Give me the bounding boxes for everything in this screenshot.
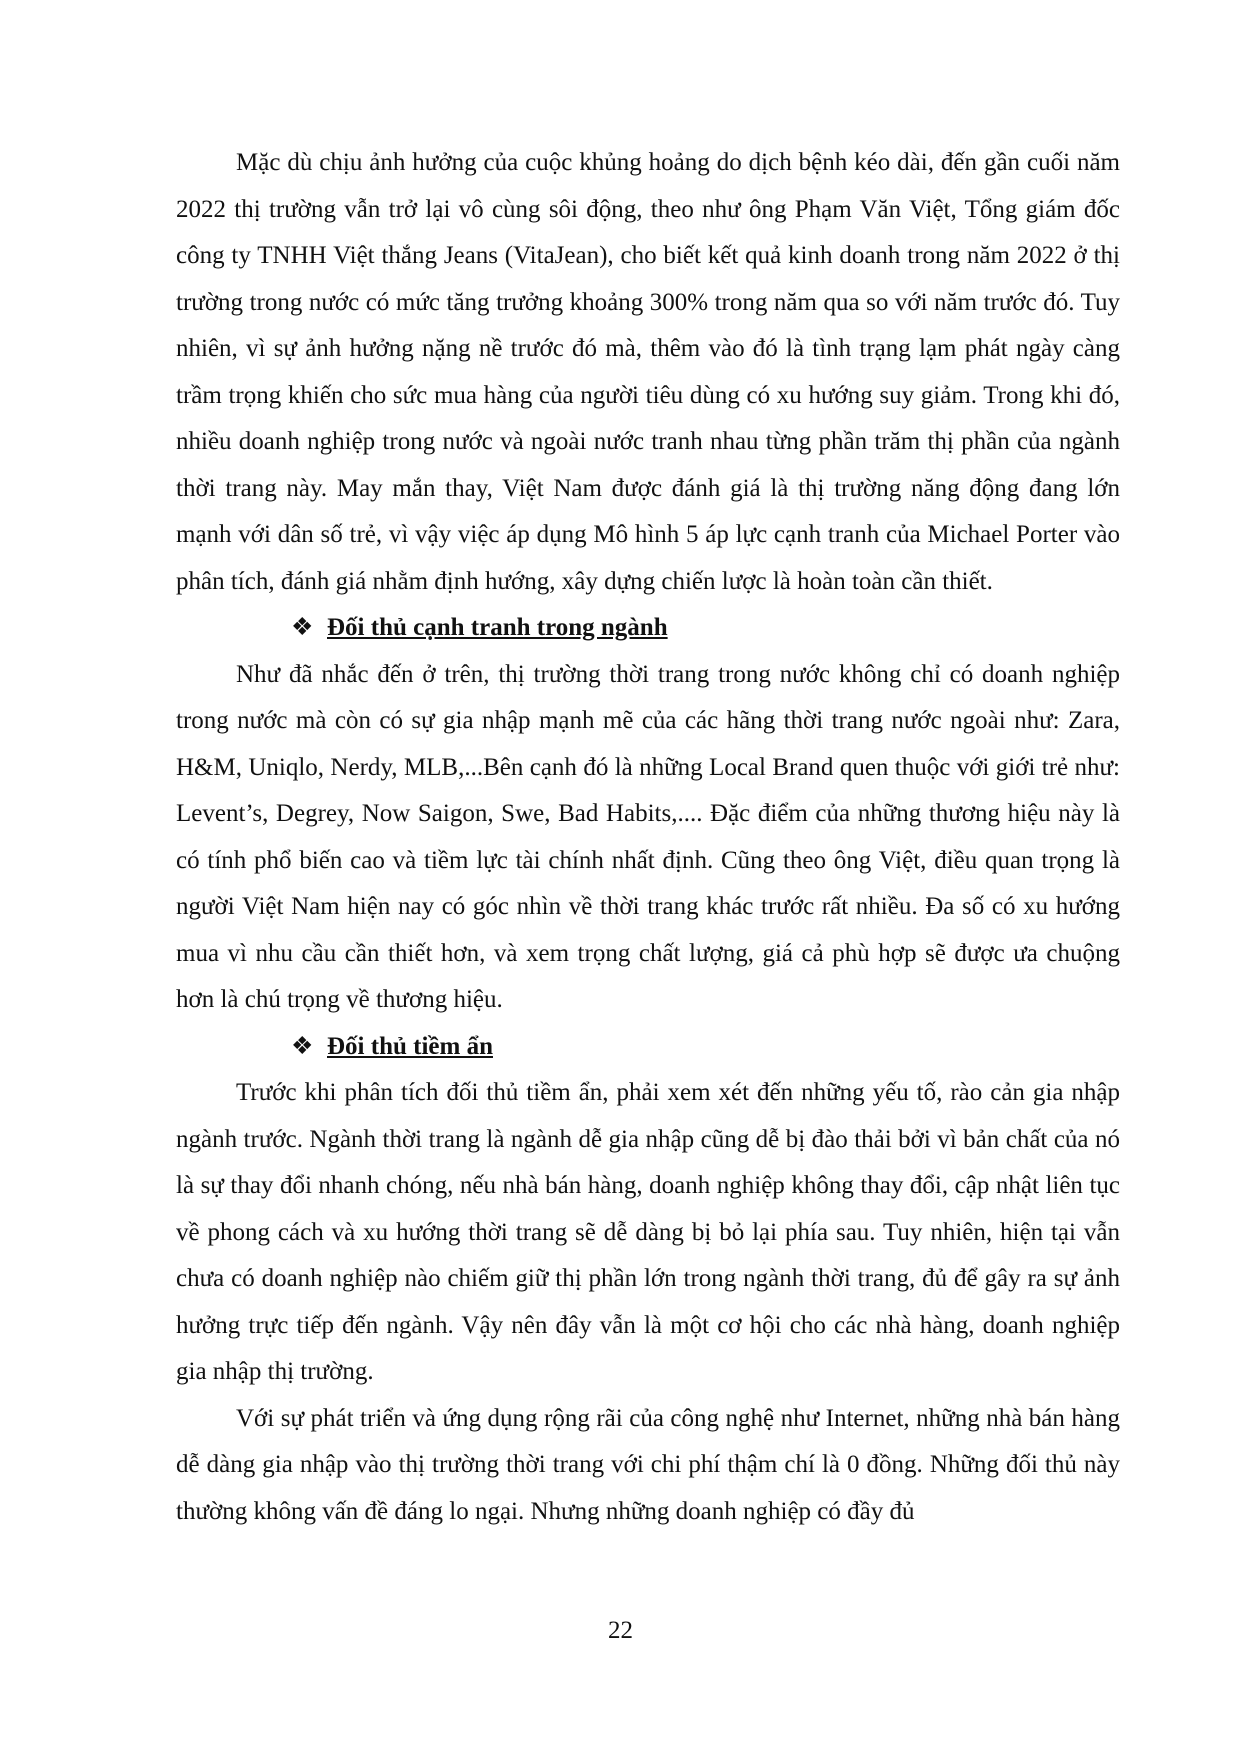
diamond-bullet-icon: ❖ (291, 614, 314, 641)
page-number: 22 (608, 1617, 633, 1644)
section-heading-text: Đối thủ tiềm ẩn (327, 1032, 493, 1060)
section-heading-industry-competitors (176, 605, 1120, 652)
paragraph-market-overview: Mặc dù chịu ảnh hưởng của cuộc khủng hoảng do dịch bệnh kéo dài, đến gần cuối năm 2022 thị trường vẫn trở lại vô cùng sôi động, theo như ông Phạm Văn Việt, Tổng giám đốc công ty TNHH Việt thắng Jeans (VitaJean), cho biết kết quả kinh doanh trong năm 2022 ở thị trường trong nước có mức tăng trưởng khoảng 300% trong năm qua so với năm trước đó. Tuy nhiên, vì sự ảnh hưởng nặng nề trước đó mà, thêm vào đó là tình trạng lạm phát ngày càng trầm trọng khiến cho sức mua hàng của người tiêu dùng có xu hướng suy giảm. Trong khi đó, nhiều doanh nghiệp trong nước và ngoài nước tranh nhau từng phần trăm thị phần của ngành thời trang này. May mắn thay, Việt Nam được đánh giá là thị trường năng động đang lớn mạnh với dân số trẻ, vì vậy việc áp dụng Mô hình 5 áp lực cạnh tranh của Michael Porter vào phân tích, đánh giá nhằm định hướng, xây dựng chiến lược là hoàn toàn cần thiết. (176, 149, 1120, 595)
diamond-bullet-icon: ❖ (291, 1032, 314, 1060)
paragraph-entry-barriers: Trước khi phân tích đối thủ tiềm ẩn, phải xem xét đến những yếu tố, rào cản gia nhập ngành trước. Ngành thời trang là ngành dễ gia nhập cũng dễ bị đào thải bởi vì bản chất của nó là sự thay đổi nhanh chóng, nếu nhà bán hàng, doanh nghiệp không thay đổi, cập nhật liên tục về phong cách và xu hướng thời trang sẽ dễ dàng bị bỏ lại phía sau. Tuy nhiên, hiện tại vẫn chưa có doanh nghiệp nào chiếm giữ thị phần lớn trong ngành thời trang, đủ để gây ra sự ảnh hưởng trực tiếp đến ngành. Vậy nên đây vẫn là một cơ hội cho các nhà hàng, doanh nghiệp gia nhập thị trường. (176, 1079, 1120, 1385)
paragraph-industry-competitors: Như đã nhắc đến ở trên, thị trường thời trang trong nước không chỉ có doanh nghiệp trong nước mà còn có sự gia nhập mạnh mẽ của các hãng thời trang nước ngoài như: Zara, H&M, Uniqlo, Nerdy, MLB,...Bên cạnh đó là những Local Brand quen thuộc với giới trẻ như: Levent’s, Degrey, Now Saigon, Swe, Bad Habits,.... Đặc điểm của những thương hiệu này là có tính phổ biến cao và tiềm lực tài chính nhất định. Cũng theo ông Việt, điều quan trọng là người Việt Nam hiện nay có góc nhìn về thời trang khác trước rất nhiều. Đa số có xu hướng mua vì nhu cầu cần thiết hơn, và xem trọng chất lượng, giá cả phù hợp sẽ được ưa chuộng hơn là chú trọng về thương hiệu. (176, 660, 1120, 1013)
document-page (176, 140, 1120, 1535)
section-heading-potential-competitors (176, 1024, 1120, 1071)
section-heading-text: Đối thủ cạnh tranh trong ngành (327, 614, 668, 641)
paragraph-internet-entry: Với sự phát triển và ứng dụng rộng rãi của công nghệ như Internet, những nhà bán hàng dễ dàng gia nhập vào thị trường thời trang với chi phí thậm chí là 0 đồng. Những đối thủ này thường không vấn đề đáng lo ngại. Nhưng những doanh nghiệp có đầy đủ (176, 1404, 1120, 1525)
